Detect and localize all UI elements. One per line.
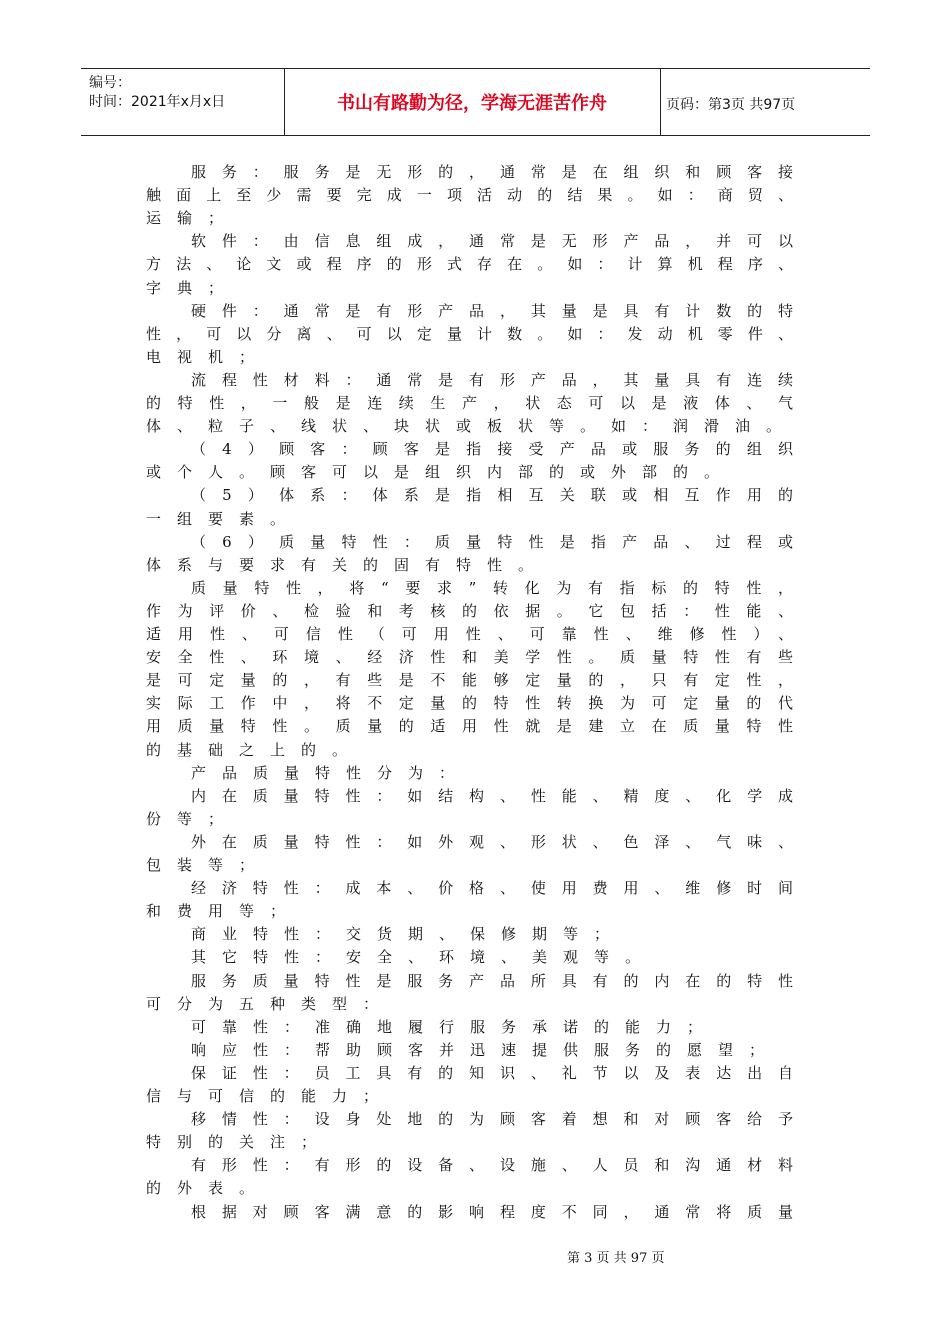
- text-line: 体、粒子、线状、块状或板状等。如：润滑油。: [146, 417, 797, 436]
- text-line: 适用性、可信性（可用性、可靠性、维修性）、: [146, 625, 810, 643]
- text-line: 电视机；: [146, 347, 270, 366]
- text-line: 体系与要求有关的固有特性。: [146, 555, 549, 574]
- text-line: 份等；: [146, 809, 239, 828]
- text-line: 实际工作中，将不定量的特性转换为可定量的代: [146, 694, 810, 713]
- text-line: 方法、论文或程序的形式存在。如：计算机程序、: [146, 255, 809, 274]
- text-line: 触面上至少需要完成一项活动的结果。如：商贸、: [146, 186, 809, 205]
- text-line: 的特性，一般是连续生产，状态可以是液体、气: [146, 394, 810, 412]
- text-line: 响应性：帮助顾客并迅速提供服务的愿望；: [191, 1040, 780, 1059]
- text-line: 保证性：员工具有的知识、礼节以及表达出自: [191, 1063, 809, 1082]
- text-line: 软件：由信息组成，通常是无形产品，并可以: [191, 232, 809, 251]
- text-line: 信与可信的能力；: [146, 1087, 394, 1105]
- text-line: 的基础之上的。: [146, 740, 363, 759]
- text-line: 性，可以分离、可以定量计数。如：发动机零件、: [146, 324, 809, 343]
- text-line: 外在质量特性：如外观、形状、色泽、气味、: [191, 832, 809, 851]
- text-line: 可靠性：准确地履行服务承诺的能力；: [191, 1017, 718, 1036]
- text-line: 有形性：有形的设备、设施、人员和沟通材料: [191, 1156, 809, 1175]
- text-line: 和费用等；: [146, 902, 301, 921]
- text-line: 包装等；: [146, 856, 270, 874]
- text-line: （4）顾客：顾客是指接受产品或服务的组织: [191, 440, 810, 459]
- text-line: 可分为五种类型：: [146, 994, 394, 1013]
- text-line: 服务：服务是无形的，通常是在组织和顾客接: [191, 163, 809, 181]
- text-line: 其它特性：安全、环境、美观等。: [191, 948, 656, 967]
- text-line: 的外表。: [146, 1179, 270, 1198]
- document-number-label: 编号：: [89, 75, 131, 91]
- text-line: （6）质量特性：质量特性是指产品、过程或: [191, 532, 810, 551]
- text-line: 是可定量的，有些是不能够定量的，只有定性，: [146, 671, 810, 690]
- document-date: 时间：2021年x月x日: [89, 94, 226, 110]
- page-indicator: 页码：第3页 共97页: [666, 97, 796, 113]
- text-line: 硬件：通常是有形产品，其量是具有计数的特: [191, 301, 809, 320]
- page-footer: 第 3 页 共 97 页: [567, 1251, 665, 1266]
- header-motto: 书山有路勤为径，学海无涯苦作舟: [337, 93, 607, 114]
- text-line: 质量特性，将“要求”转化为有指标的特性，: [191, 578, 810, 597]
- text-line: 服务质量特性是服务产品所具有的内在的特性: [191, 971, 809, 990]
- text-line: 内在质量特性：如结构、性能、精度、化学成: [191, 786, 809, 805]
- text-line: 根据对顾客满意的影响程度不同，通常将质量: [191, 1202, 809, 1221]
- text-line: 安全性、环境、经济性和美学性。质量特性有些: [146, 648, 810, 667]
- text-line: 或个人。顾客可以是组织内部的或外部的。: [146, 463, 735, 482]
- text-line: （5）体系：体系是指相互关联或相互作用的: [191, 486, 810, 505]
- text-line: 移情性：设身处地的为顾客着想和对顾客给予: [191, 1110, 809, 1129]
- header-divider-right: [660, 68, 661, 136]
- text-line: 特别的关注；: [146, 1133, 332, 1152]
- text-line: 一组要素。: [146, 509, 301, 528]
- text-line: 产品质量特性分为：: [191, 763, 470, 782]
- text-line: 流程性材料：通常是有形产品，其量具有连续: [191, 370, 809, 389]
- text-line: 运输；: [146, 209, 239, 228]
- text-line: 字典；: [146, 278, 239, 297]
- text-line: 经济特性：成本、价格、使用费用、维修时间: [191, 879, 809, 898]
- page-header: [81, 68, 870, 136]
- text-line: 商业特性：交货期、保修期等；: [191, 925, 625, 944]
- text-line: 用质量特性。质量的适用性就是建立在质量特性: [146, 717, 810, 736]
- text-line: 作为评价、检验和考核的依据。它包括：性能、: [146, 601, 810, 620]
